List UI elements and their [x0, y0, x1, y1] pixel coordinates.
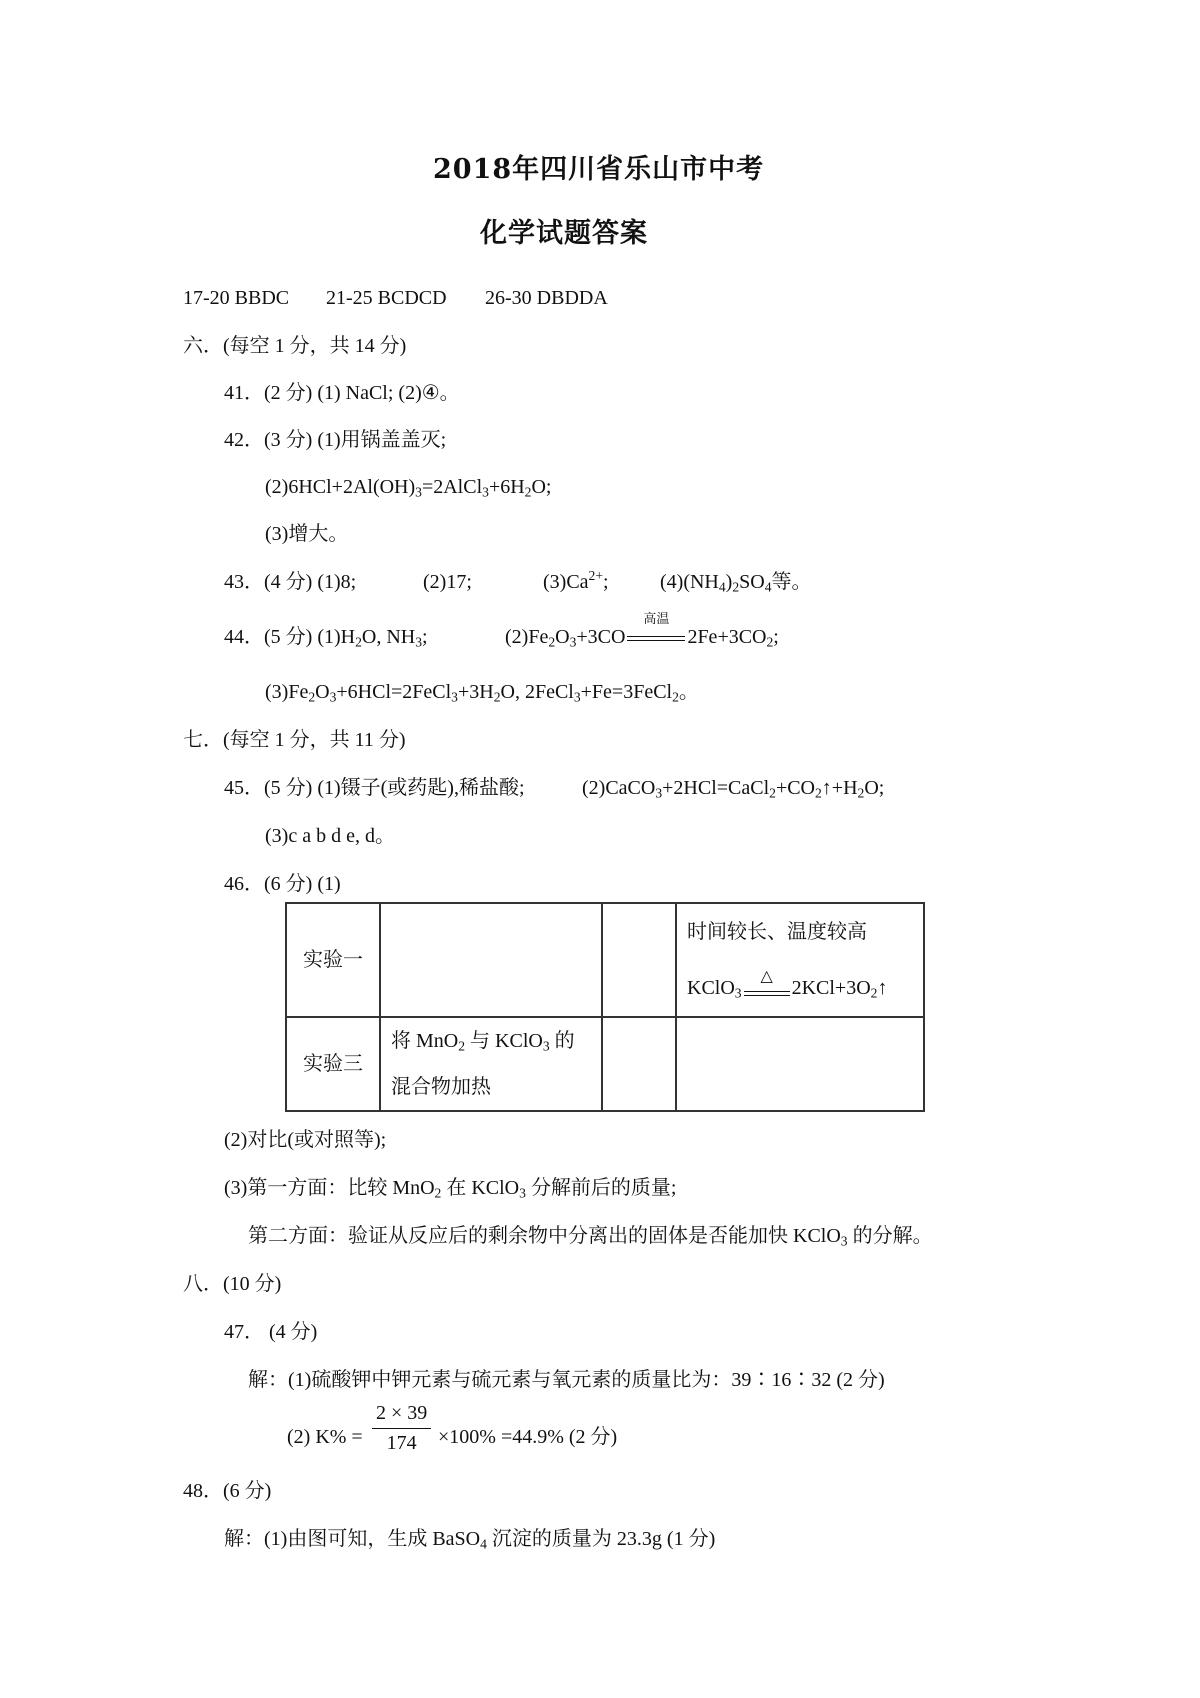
answer-46: 46．(6 分) (1)	[224, 873, 341, 895]
text: 将 MnO	[391, 1030, 459, 1052]
table-cell	[286, 903, 380, 1017]
text: (3)第一方面：比较 MnO	[224, 1177, 435, 1199]
cell-line	[687, 960, 913, 1016]
choice-answer-group: 17-20 BBDC	[183, 287, 290, 309]
subscript: 4	[718, 579, 726, 595]
text: 44．(5 分) (1)H	[224, 626, 356, 648]
formula-suffix: ×100% =44.9% (2 分)	[438, 1426, 618, 1448]
text: +Fe=3FeCl	[580, 681, 673, 703]
text: 沉淀的质量为 23.3g (1 分)	[486, 1528, 716, 1550]
subscript: 2	[434, 1185, 442, 1201]
section-7-heading: 七．(每空 1 分，共 11 分)	[183, 729, 406, 751]
subscript: 3	[519, 1185, 526, 1201]
subscript: 3	[482, 484, 489, 500]
answer-46-4	[248, 1224, 933, 1248]
superscript: 2+	[588, 567, 604, 583]
experiment-table	[285, 902, 925, 1112]
cell-line	[391, 1018, 591, 1064]
text: 第二方面：验证从反应后的剩余物中分离出的固体是否能加快 KClO	[248, 1225, 841, 1247]
table-cell	[602, 903, 676, 1017]
text: 的分解。	[847, 1225, 933, 1247]
formula-prefix: (2) K% =	[287, 1426, 363, 1448]
text: +3CO	[576, 626, 626, 648]
answer-44-part2	[505, 611, 779, 650]
text: (2)6HCl+2Al(OH)	[265, 476, 416, 498]
subscript: 3	[840, 1233, 848, 1249]
text: O, 2FeCl	[500, 681, 574, 703]
row-label: 实验一	[303, 949, 363, 971]
text: ;	[773, 626, 779, 648]
answer-42-3: (3)增大。	[265, 523, 349, 545]
subscript: 2	[815, 785, 822, 801]
denominator: 174	[386, 1432, 417, 1454]
condition-label: 高温	[643, 611, 670, 626]
section-8-heading: 八．(10 分)	[183, 1273, 282, 1295]
fraction	[372, 1400, 431, 1457]
subscript: 3	[542, 1038, 550, 1054]
text: +6HCl=2FeCl	[336, 681, 452, 703]
subscript: 2	[308, 689, 316, 705]
subscript: 2	[458, 1038, 466, 1054]
answer-42-2	[265, 475, 551, 499]
subscript: 2	[355, 634, 362, 650]
answer-43-part2: (2)17;	[423, 571, 472, 593]
reaction-condition	[625, 611, 687, 649]
equals-sign	[744, 991, 790, 996]
subscript: 2	[524, 484, 532, 500]
text: 。	[678, 681, 699, 703]
text: 2KCl+3O	[791, 977, 871, 999]
text: 在 KClO	[441, 1177, 520, 1199]
text: +3H	[457, 681, 494, 703]
answer-45-3: (3)c a b d e, d。	[265, 825, 395, 847]
subscript: 2	[769, 785, 776, 801]
answer-48: 48．(6 分)	[183, 1480, 272, 1502]
subscript: 4	[480, 1536, 487, 1552]
text: 2Fe+3CO	[687, 626, 767, 648]
subscript: 2	[857, 785, 865, 801]
row-label: 实验三	[303, 1053, 363, 1075]
text: O;	[531, 476, 552, 498]
equals-sign	[627, 636, 685, 641]
text: 等。	[771, 571, 812, 593]
table-cell	[380, 903, 602, 1017]
text: +CO	[775, 777, 815, 799]
subscript: 2	[493, 689, 501, 705]
text: +6H	[488, 476, 525, 498]
text: ↑	[877, 977, 888, 999]
table-row	[286, 1017, 924, 1111]
answer-47: 47． (4 分)	[224, 1321, 318, 1343]
answer-42-1: 42．(3 分) (1)用锅盖盖灭;	[224, 429, 447, 451]
table-cell	[286, 1017, 380, 1111]
text: (2)CaCO	[582, 777, 656, 799]
table-cell	[676, 1017, 924, 1111]
answer-46-2: (2)对比(或对照等);	[224, 1129, 387, 1151]
text: SO	[739, 571, 765, 593]
subscript: 2	[870, 985, 878, 1001]
subscript: 2	[548, 634, 556, 650]
text: 与 KClO	[465, 1030, 543, 1052]
choice-answer-group: 26-30 DBDDA	[485, 287, 608, 309]
answer-48-1	[224, 1527, 715, 1551]
subscript: 4	[764, 579, 772, 595]
answer-46-3	[224, 1176, 677, 1200]
table-row	[286, 903, 924, 1017]
subscript: 3	[415, 484, 422, 500]
text: (3)Fe	[265, 681, 309, 703]
text: (2)Fe	[505, 626, 549, 648]
answer-47-1: 解：(1)硫酸钾中钾元素与硫元素与氧元素的质量比为：39∶16∶32 (2 分)	[248, 1369, 885, 1391]
table-cell	[602, 1017, 676, 1111]
subscript: 2	[766, 634, 774, 650]
text: (3)Ca	[543, 571, 589, 593]
cell-line: 混合物加热	[391, 1076, 491, 1098]
section-6-heading: 六．(每空 1 分，共 14 分)	[183, 335, 407, 357]
text: 分解前后的质量;	[525, 1177, 677, 1199]
text: ;	[422, 626, 428, 648]
text: =2AlCl	[421, 476, 483, 498]
answer-45-part1: 45．(5 分) (1)镊子(或药匙),稀盐酸;	[224, 777, 525, 799]
text: )	[725, 571, 733, 593]
answer-44-part1	[224, 625, 428, 649]
subscript: 3	[415, 634, 423, 650]
text: 的	[549, 1030, 575, 1052]
answer-41: 41．(2 分) (1) NaCl; (2)④。	[224, 382, 460, 404]
condition-label: △	[760, 968, 773, 985]
table-cell	[380, 1017, 602, 1111]
text: 解：(1)由图可知，生成 BaSO	[224, 1528, 481, 1550]
answer-44-3	[265, 680, 699, 704]
numerator: 2 × 39	[372, 1400, 431, 1429]
subscript: 3	[451, 689, 458, 705]
choice-answer-group: 21-25 BCDCD	[326, 287, 447, 309]
answer-45-part2	[582, 776, 884, 800]
subscript: 3	[569, 634, 577, 650]
text: (4)(NH	[660, 571, 719, 593]
text: O	[315, 681, 330, 703]
answer-43-part3	[543, 567, 609, 594]
page-title: 2018年四川省乐山市中考	[433, 154, 765, 185]
subscript: 3	[734, 985, 742, 1001]
cell-line: 时间较长、温度较高	[687, 921, 867, 943]
text: ;	[603, 571, 609, 593]
text: O	[555, 626, 570, 648]
text: +2HCl=CaCl	[662, 777, 770, 799]
answer-43-part4	[660, 570, 812, 594]
table-cell	[676, 903, 924, 1017]
subscript: 2	[672, 689, 679, 705]
text: KClO	[687, 977, 735, 999]
subscript: 2	[732, 579, 740, 595]
subscript: 3	[329, 689, 337, 705]
reaction-condition	[742, 960, 792, 1016]
subscript: 3	[655, 785, 663, 801]
text: O;	[864, 777, 885, 799]
subscript: 3	[573, 689, 581, 705]
text: ↑+H	[821, 777, 858, 799]
text: O, NH	[361, 626, 416, 648]
page-subtitle: 化学试题答案	[480, 218, 648, 249]
answer-43-part1: 43．(4 分) (1)8;	[224, 571, 357, 593]
